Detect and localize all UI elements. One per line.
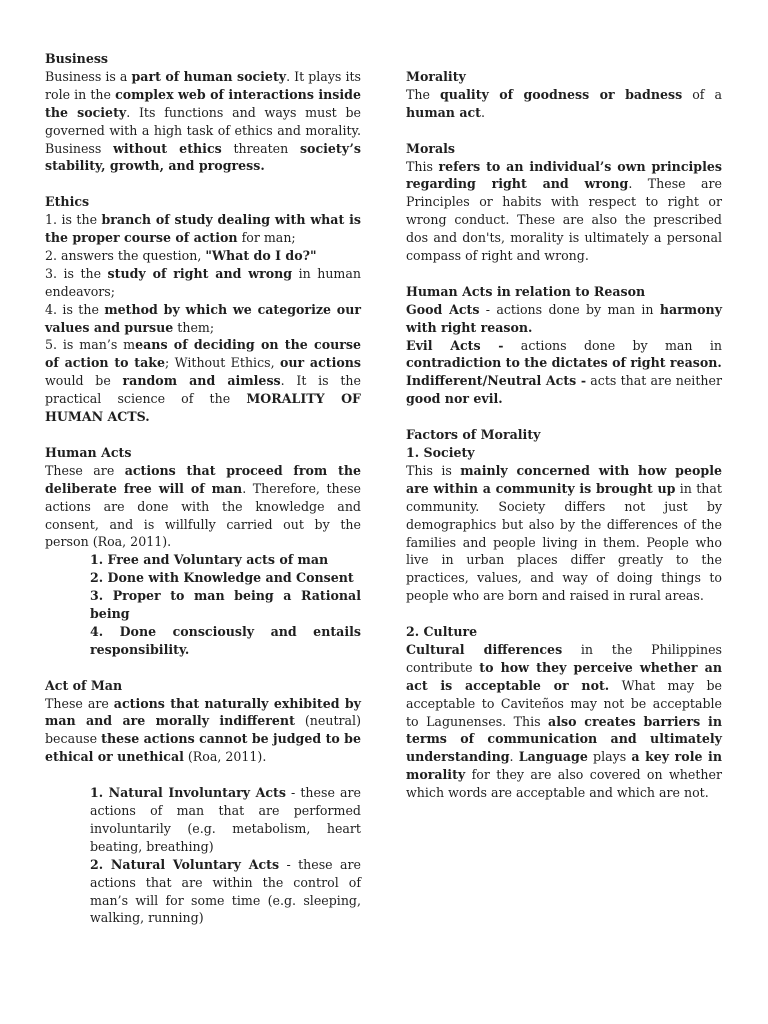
bold-run: actions that naturally exhibited by man and are morally indifferent [45,695,361,729]
bold-run: a key role in morality [406,749,722,783]
bold-run: without ethics [113,140,222,156]
bold-run: study of right and wrong [107,265,293,281]
bold-run: quality of goodness or badness [440,86,683,102]
ethics-item-2: 2. answers the question, "What do I do?" [45,247,317,263]
bold-run: also creates barriers in terms of communication and ultimately understanding [406,713,722,765]
act-of-man-list-item-2: 2. Natural Voluntary Acts - these are actions that are within the control of man’s will for some time (e.g. sleeping, walking, running) [90,856,361,926]
bold-run: human act [406,104,481,120]
act-of-man-paragraph: These are actions that naturally exhibited by man and are morally indifferent (neutral) because these actions cannot be judged to be ethical or unethical (Roa, 2011). [45,695,362,765]
bold-run: Evil Acts - [406,337,504,353]
morality-paragraph: The quality of goodness or badness of a human act. [406,86,722,120]
act-of-man-list-item-1: 1. Natural Involuntary Acts - these are actions of man that are performed involuntarily (e.g. metabolism, heart beating, breathing) [90,785,361,854]
bold-run: these actions cannot be judged to be ethical or unethical [45,731,362,765]
culture-subheading: 2. Culture [406,624,478,640]
factors-heading: Factors of Morality [406,427,541,443]
human-acts-list-item-2: 2. Done with Knowledge and Consent [90,570,354,586]
bold-run: Language [518,749,588,765]
ethics-item-3: 3. is the study of right and wrong in human endeavors; [45,265,361,299]
bold-run: our actions [279,355,362,371]
good-acts-item: Good Acts - actions done by man in harmony with right reason. [406,301,723,335]
bold-run: refers to an individual’s own principles regarding right and wrong [406,158,722,192]
reason-heading: Human Acts in relation to Reason [406,283,646,299]
culture-paragraph: Cultural differences in the Philippines contribute to how they perceive whether an act is acceptable or not. What may be acceptable to Caviteños may not be acceptable to Lagunenses. This also creates barriers in terms of communication and ultimately understanding. Language plays a key role in morality for they are also covered on whether which words are acceptable and which are not. [406,641,723,801]
bold-run: to how they perceive whether an act is acceptable or not. [406,659,722,693]
bold-run: actions that proceed from the deliberate free will of man [45,462,361,496]
bold-run: mainly concerned with how people are within a community is brought up [406,462,722,496]
left-column [45,50,361,927]
evil-acts-item: Evil Acts - actions done by man in contradiction to the dictates of right reason. [406,337,723,371]
society-subheading: 1. Society [406,444,475,460]
bold-run: method by which we categorize our values and pursue [45,301,361,335]
act-of-man-heading: Act of Man [45,677,123,693]
human-acts-list-item-3: 3. Proper to man being a Rational being [90,588,361,622]
bold-run: MORALITY OF HUMAN ACTS. [45,391,361,425]
bold-run: "What do I do?" [205,247,317,263]
bold-run: part of human society [131,68,287,84]
morals-heading: Morals [406,140,456,156]
bold-run: Good Acts [406,301,480,317]
bold-run: eans of deciding on the course of action to take [45,337,361,371]
bold-run: harmony with right reason. [406,301,723,335]
bold-run: Indifferent/Neutral Acts - [406,373,587,389]
bold-run: 2. Natural Voluntary Acts [90,856,280,872]
bold-run: contradiction to the dictates of right reason. [406,355,722,371]
bold-run: branch of study dealing with what is the proper course of action [45,212,361,246]
bold-run: Cultural differences [406,641,563,657]
business-paragraph: Business is a part of human society. It plays its role in the complex web of interactions inside the society. Its functions and ways must be governed with a high task of ethics and morality. Business without ethics threaten society’s stability, growth, and progress. [45,68,361,174]
bold-run: random and aimless [122,373,281,389]
business-heading: Business [45,51,109,66]
bold-run: society’s stability, growth, and progress. [45,140,361,174]
bold-run: complex web of interactions inside the society [45,86,361,120]
human-acts-paragraph: These are actions that proceed from the deliberate free will of man. Therefore, these actions are done with the knowledge and consent, and is willfully carried out by the person (Roa, 2011). [45,462,361,550]
act-of-man-list [45,784,361,927]
bold-run: 1. Natural Involuntary Acts [90,785,286,801]
ethics-item-5: 5. is man’s means of deciding on the course of action to take; Without Ethics, our actions would be random and aimless. It is the practical science of the MORALITY OF HUMAN ACTS. [45,337,362,425]
human-acts-list-item-4: 4. Done consciously and entails responsibility. [90,623,361,657]
morals-paragraph: This refers to an individual’s own principles regarding right and wrong. These are Principles or habits with respect to right or wrong conduct. These are also the prescribed dos and don'ts, morality is ultimately a personal compass of right and wrong. [406,158,722,264]
ethics-item-1: 1. is the branch of study dealing with what is the proper course of action for man; [45,212,361,246]
morality-heading: Morality [406,69,466,84]
right-column [406,68,722,802]
human-acts-list [45,551,361,658]
human-acts-list-item-1: 1. Free and Voluntary acts of man [90,552,329,568]
human-acts-heading: Human Acts [45,444,132,460]
ethics-heading: Ethics [45,194,90,210]
society-paragraph: This is mainly concerned with how people are within a community is brought up in that community. Society differs not just by demographics but also by the differences of the families and people living in them. People who live in urban places differ greatly to the practices, values, and way of doing things to people who are born and raised in rural areas. [406,462,722,604]
neutral-acts-item: Indifferent/Neutral Acts - acts that are neither good nor evil. [406,373,722,407]
ethics-item-4: 4. is the method by which we categorize our values and pursue them; [45,301,361,335]
bold-run: good nor evil. [406,391,503,407]
